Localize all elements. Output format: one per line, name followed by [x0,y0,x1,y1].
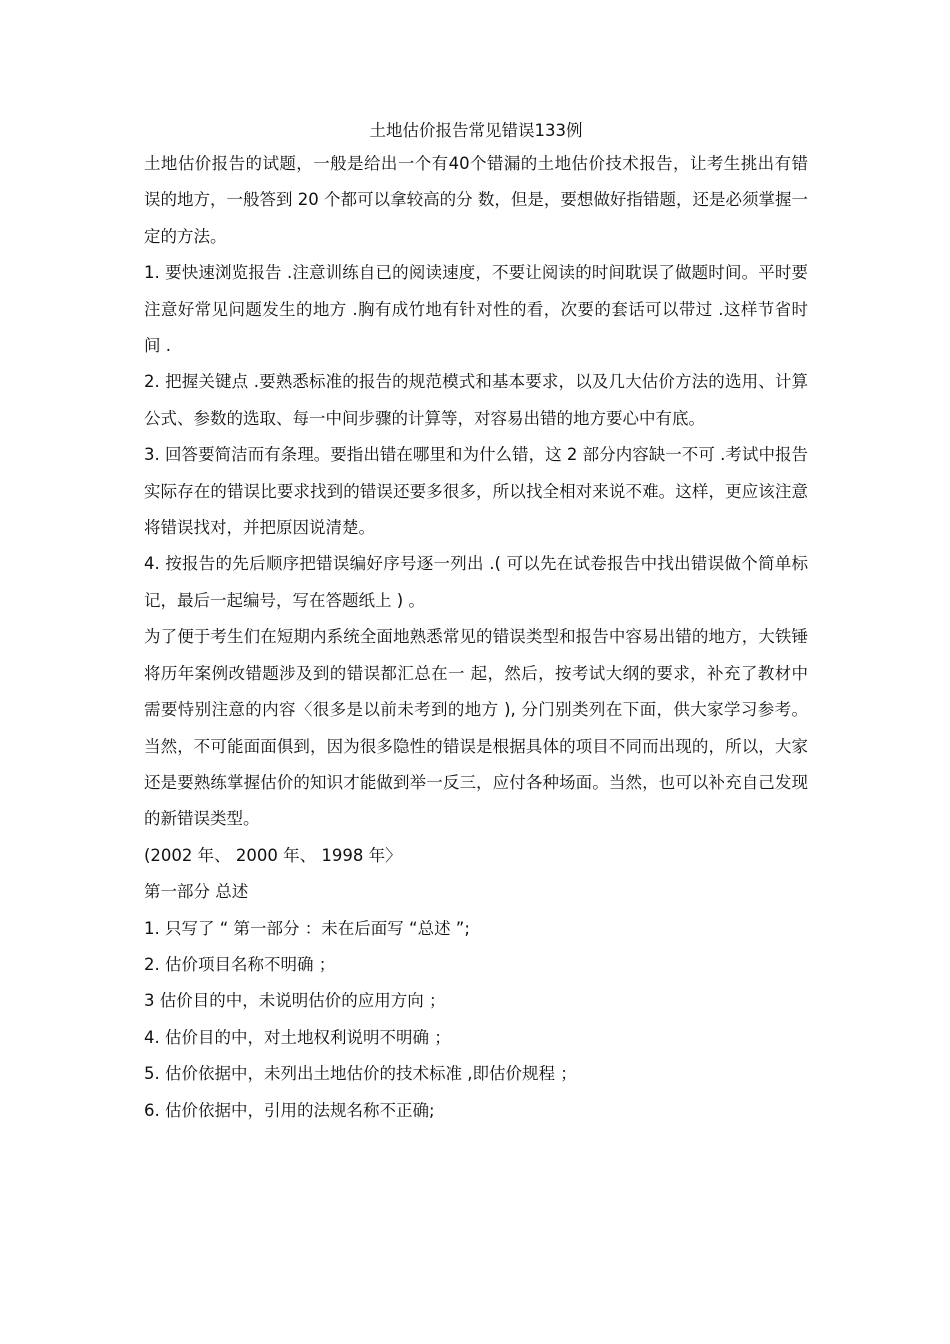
years-line: (2002 年、 2000 年、 1998 年〉 [144,845,402,865]
tip-paragraph-4: 4. 按报告的先后顺序把错误编好序号逐一列出 .( 可以先在试卷报告中找出错误做个简单标记，最后一起编号，写在答题纸上 ) 。 [144,554,808,610]
list-item: 5. 估价依据中，未列出土地估价的技术标准 ,即估价规程 ； [144,1064,577,1084]
list-item: 2. 估价项目名称不明确 ； [144,954,336,974]
section-heading: 第一部分 总述 [144,882,249,902]
intro-paragraph: 土地估价报告的试题，一般是给出一个有40个错漏的土地估价技术报告，让考生挑出有错误的地方，一般答到 20 个都可以拿较高的分 数，但是，要想做好指错题，还是必须掌握一定的方法。 [144,154,808,246]
tip-paragraph-3: 3. 回答要简洁而有条理。要指出错在哪里和为什么错，这 2 部分内容缺一不可 .考试中报告实际存在的错误比要求找到的错误还要多很多，所以找全相对来说不难。这样，更应该注意将错误找对，并把原因说清楚。 [144,445,808,538]
summary-paragraph: 为了便于考生们在短期内系统全面地熟悉常见的错误类型和报告中容易出错的地方，大铁锤将历年案例改错题涉及到的错误都汇总在一 起，然后，按考试大纲的要求，补充了教材中需要恃别注意的内容〈很多是以前未考到的地方 ), 分门别类列在下面，供大家学习参考。当然，不可能面面俱到，因为很多隐性的错误是根据具体的项目不同而出现的，所以，大家还是要熟练掌握估价的知识才能做到举一反三，应付各种场面。当然，也可以补充自己发现的新错误类型。 [144,627,808,829]
list-item: 4. 估价目的中，对土地权利说明不明确 ； [144,1027,451,1047]
tip-paragraph-1: 1. 要快速浏览报告 .注意训练自已的阅读速度，不要让阅读的时间耽误了做题时间。平时要注意好常见问题发生的地方 .胸有成竹地有针对性的看，次要的套话可以带过 .这样节省时间 . [144,263,808,356]
document-page [144,118,808,1129]
list-item: 1. 只写了 “ 第一部分 ：未在后面写 “总述 ”; [144,918,470,938]
document-title: 土地估价报告常见错误133例 [369,121,583,140]
list-item: 6. 估价依据中，引用的法规名称不正确; [144,1100,435,1120]
tip-paragraph-2: 2. 把握关键点 .要熟悉标准的报告的规范模式和基本要求，以及几大估价方法的选用、计算公式、参数的选取、每一中间步骤的计算等，对容易出错的地方要心中有底。 [144,372,808,428]
list-item: 3 估价目的中，未说明估价的应用方向 ； [144,991,446,1011]
